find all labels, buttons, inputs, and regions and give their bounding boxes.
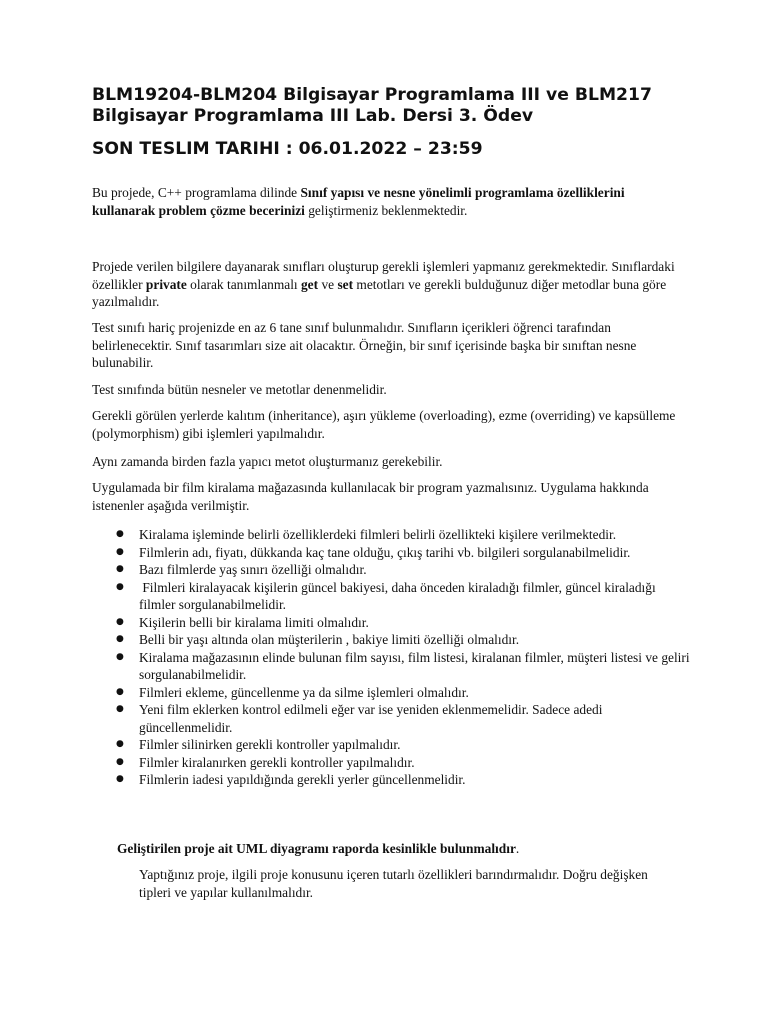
list-item bbox=[92, 526, 692, 544]
list-item bbox=[92, 701, 692, 736]
list-item bbox=[92, 614, 692, 632]
list-item bbox=[92, 754, 692, 772]
classes-text-4: metotları ve gerekli bulduğunuz diğer metodlar buna göre yazılmalıdır. bbox=[92, 276, 667, 309]
list-item-text: Filmler kiralanırken gerekli kontroller yapılmalıdır. bbox=[139, 754, 415, 770]
private-keyword: private bbox=[145, 276, 187, 292]
classes-text: Projede verilen bilgilere dayanarak sınıfları oluşturup gerekli işlemleri yapmanız gerekmektedir. Sınıflardaki özellikler bbox=[92, 259, 675, 292]
bullet-icon bbox=[116, 754, 124, 772]
intro-paragraph bbox=[92, 184, 680, 219]
requirements-list bbox=[92, 526, 692, 789]
classes-text-2: olarak tanımlanmalı bbox=[186, 276, 301, 292]
list-item-text: Filmler silinirken gerekli kontroller yapılmalıdır. bbox=[139, 737, 401, 752]
uml-requirement bbox=[117, 840, 519, 858]
document-title: BLM19204-BLM204 Bilgisayar Programlama III ve BLM217 Bilgisayar Programlama III Lab. Dersi 3. Ödev bbox=[92, 85, 652, 126]
list-item-text: Filmlerin iadesi yapıldığında gerekli yerler güncellenmelidir. bbox=[139, 772, 466, 787]
application-paragraph: Uygulamada bir film kiralama mağazasında kullanılacak bir program yazmalısınız. Uygulama hakkında istenenler aşağıda verilmiştir. bbox=[92, 480, 649, 513]
classes-paragraph bbox=[92, 258, 680, 311]
test-class-paragraph: Test sınıfında bütün nesneler ve metotlar denenmelidir. bbox=[92, 382, 387, 397]
uml-requirement-end: . bbox=[515, 841, 520, 856]
bullet-icon bbox=[116, 701, 124, 719]
list-item bbox=[92, 579, 692, 614]
bullet-icon bbox=[116, 579, 124, 597]
oop-concepts-paragraph: Gerekli görülen yerlerde kalıtım (inheritance), aşırı yükleme (overloading), ezme (overriding) ve kapsülleme (polymorphism) gibi işlemleri yapılmalıdır. bbox=[92, 408, 676, 441]
list-item bbox=[92, 771, 692, 789]
bullet-icon bbox=[116, 526, 124, 544]
constructor-paragraph: Aynı zamanda birden fazla yapıcı metot oluşturmanız gerekebilir. bbox=[92, 454, 443, 469]
bullet-icon bbox=[116, 736, 124, 754]
final-paragraph: Yaptığınız proje, ilgili proje konusunu içeren tutarlı özellikleri barındırmalıdır. Doğru değişken tipleri ve yapılar kullanılmalıdır. bbox=[139, 867, 648, 900]
deadline-heading: SON TESLIM TARIHI : 06.01.2022 – 23:59 bbox=[92, 139, 483, 159]
bullet-icon bbox=[116, 561, 124, 579]
uml-requirement-emphasis: Geliştirilen proje ait UML diyagramı raporda kesinlikle bulunmalıdır bbox=[117, 841, 516, 856]
intro-text-end: geliştirmeniz beklenmektedir. bbox=[304, 202, 468, 218]
list-item bbox=[92, 736, 692, 754]
bullet-icon bbox=[116, 771, 124, 789]
classes-text-3: ve bbox=[318, 276, 338, 292]
bullet-icon bbox=[116, 631, 124, 649]
list-item bbox=[92, 544, 692, 562]
bullet-icon bbox=[116, 544, 124, 562]
list-item bbox=[92, 631, 692, 649]
set-keyword: set bbox=[337, 276, 354, 292]
bullet-icon bbox=[116, 649, 124, 667]
intro-text: Bu projede, C++ programlama dilinde bbox=[92, 185, 301, 200]
list-item-text: Filmleri kiralayacak kişilerin güncel bakiyesi, daha önceden kiraladığı filmler, güncel kiraladığı filmler sorgulanabilmelidir. bbox=[139, 579, 660, 612]
list-item bbox=[92, 561, 692, 579]
list-item-text: Yeni film eklerken kontrol edilmeli eğer var ise yeniden eklenmemelidir. Sadece adedi güncellenmelidir. bbox=[139, 702, 603, 735]
list-item bbox=[92, 649, 692, 684]
get-keyword: get bbox=[300, 276, 319, 292]
list-item-text: Kişilerin belli bir kiralama limiti olmalıdır. bbox=[139, 614, 369, 630]
class-count-paragraph: Test sınıfı hariç projenizde en az 6 tane sınıf bulunmalıdır. Sınıfların içerikleri öğrenci tarafından belirlenecektir. Sınıf tasarımları size ait olacaktır. Örneğin, bir sınıf içerisinde başka bir sınıftan nesne bulunabilir. bbox=[92, 320, 637, 370]
list-item-text: Kiralama mağazasının elinde bulunan film sayısı, film listesi, kiralanan filmler, müşteri listesi ve geliri sorgulanabilmelidir. bbox=[139, 649, 690, 682]
list-item-text: Kiralama işleminde belirli özelliklerdeki filmleri belirli özellikteki kişilere verilmektedir. bbox=[139, 527, 617, 542]
list-item bbox=[92, 684, 692, 702]
list-item-text: Filmlerin adı, fiyatı, dükkanda kaç tane olduğu, çıkış tarihi vb. bilgileri sorgulanabilmelidir. bbox=[139, 544, 631, 560]
list-item-text: Filmleri ekleme, güncellenme ya da silme işlemleri olmalıdır. bbox=[139, 684, 469, 700]
bullet-icon bbox=[116, 614, 124, 632]
intro-emphasis: Sınıf yapısı ve nesne yönelimli programlama özelliklerini kullanarak problem çözme becerinizi bbox=[92, 185, 625, 218]
list-item-text: Belli bir yaşı altında olan müşterilerin , bakiye limiti özelliği olmalıdır. bbox=[139, 632, 520, 647]
bullet-icon bbox=[116, 684, 124, 702]
list-item-text: Bazı filmlerde yaş sınırı özelliği olmalıdır. bbox=[139, 562, 367, 577]
